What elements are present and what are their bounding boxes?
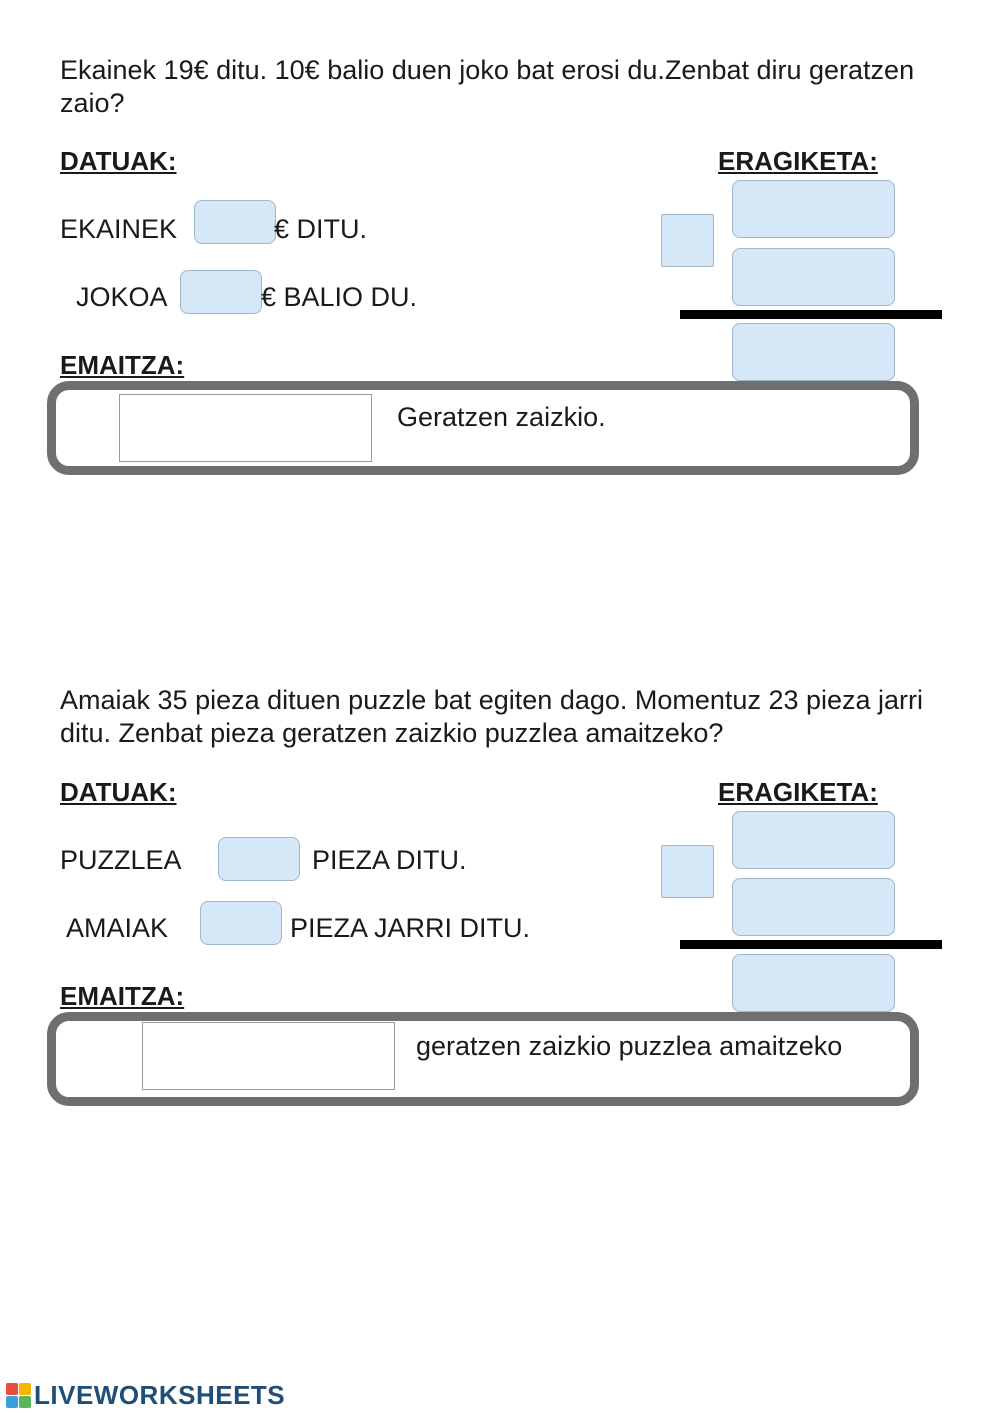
data-line-2-input[interactable] bbox=[200, 901, 282, 945]
liveworksheets-logo-icon bbox=[6, 1383, 31, 1408]
eragiketa-heading: ERAGIKETA: bbox=[718, 777, 878, 807]
data-line-1-suffix: € DITU. bbox=[274, 214, 368, 244]
datuak-heading: DATUAK: bbox=[60, 777, 177, 807]
question-text: Amaiak 35 pieza dituen puzzle bat egiten dago. Momentuz 23 pieza jarri ditu. Zenbat pieza geratzen zaizkio puzzlea amaitzeko? bbox=[60, 685, 924, 748]
footer-brand bbox=[6, 1380, 285, 1411]
eragiketa-heading: ERAGIKETA: bbox=[718, 146, 878, 176]
data-line-1-suffix: PIEZA DITU. bbox=[312, 845, 467, 875]
result-text: geratzen zaizkio puzzlea amaitzeko bbox=[416, 1031, 843, 1061]
data-line-2-input[interactable] bbox=[180, 270, 262, 314]
operation-middle-input[interactable] bbox=[732, 248, 895, 306]
operation-top-input[interactable] bbox=[732, 811, 895, 869]
operation-line bbox=[680, 310, 942, 319]
result-text: Geratzen zaizkio. bbox=[397, 402, 606, 432]
data-line-1-label: PUZZLEA bbox=[60, 845, 182, 875]
datuak-heading: DATUAK: bbox=[60, 146, 177, 176]
operation-sign-input[interactable] bbox=[661, 214, 714, 267]
operation-middle-input[interactable] bbox=[732, 878, 895, 936]
operation-top-input[interactable] bbox=[732, 180, 895, 238]
operation-line bbox=[680, 940, 942, 949]
result-input[interactable] bbox=[142, 1022, 395, 1090]
data-line-1-label: EKAINEK bbox=[60, 214, 178, 244]
operation-result-input[interactable] bbox=[732, 954, 895, 1012]
operation-sign-input[interactable] bbox=[661, 845, 714, 898]
data-line-1-input[interactable] bbox=[194, 200, 276, 244]
data-line-2-label: JOKOA bbox=[76, 282, 168, 312]
question-text: Ekainek 19€ ditu. 10€ balio duen joko bat erosi du.Zenbat diru geratzen zaio? bbox=[60, 55, 915, 118]
data-line-2-suffix: € BALIO DU. bbox=[261, 282, 418, 312]
footer-brand-text: LIVEWORKSHEETS bbox=[34, 1380, 286, 1410]
operation-result-input[interactable] bbox=[732, 323, 895, 381]
data-line-1-input[interactable] bbox=[218, 837, 300, 881]
emaitza-heading: EMAITZA: bbox=[60, 981, 185, 1011]
data-line-2-suffix: PIEZA JARRI DITU. bbox=[290, 913, 531, 943]
data-line-2-label: AMAIAK bbox=[66, 913, 169, 943]
emaitza-heading: EMAITZA: bbox=[60, 350, 185, 380]
result-input[interactable] bbox=[119, 394, 372, 462]
